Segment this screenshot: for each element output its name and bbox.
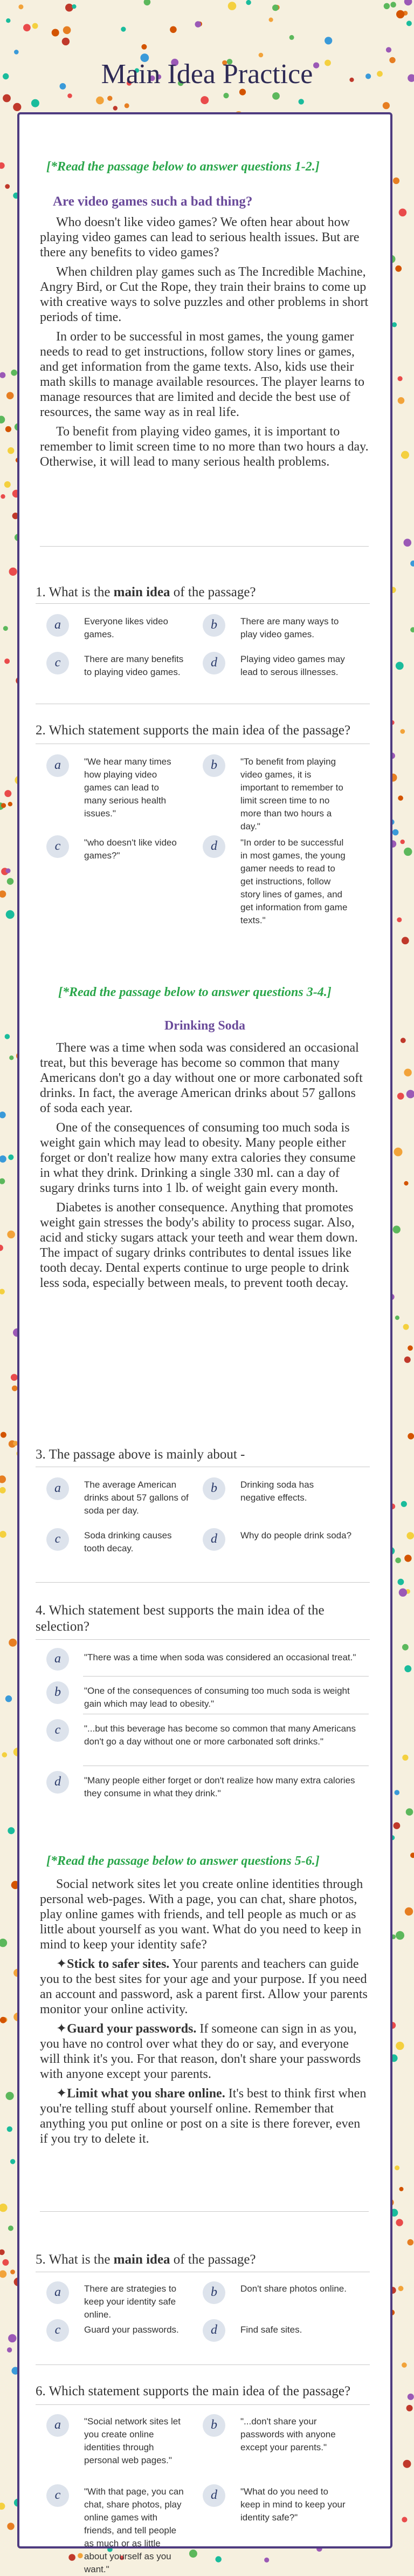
confetti-dot bbox=[408, 2239, 414, 2246]
confetti-dot bbox=[8, 2334, 16, 2342]
confetti-dot bbox=[404, 1069, 411, 1076]
confetti-dot bbox=[399, 209, 407, 217]
confetti-dot bbox=[406, 2405, 413, 2411]
option-letter: b bbox=[203, 1477, 225, 1500]
confetti-dot bbox=[0, 1475, 6, 1483]
option-text: Soda drinking causes tooth decay. bbox=[84, 1530, 172, 1553]
option-letter: d bbox=[203, 2319, 225, 2342]
confetti-dot bbox=[113, 106, 118, 110]
confetti-dot bbox=[289, 35, 294, 40]
confetti-dot bbox=[63, 26, 71, 35]
confetti-dot bbox=[404, 0, 412, 5]
divider bbox=[36, 1639, 370, 1640]
confetti-dot bbox=[408, 2394, 414, 2400]
confetti-dot bbox=[406, 21, 412, 26]
confetti-dot bbox=[398, 376, 403, 381]
divider bbox=[40, 546, 369, 547]
confetti-dot bbox=[400, 729, 405, 734]
question-text-pre: What is the bbox=[49, 585, 114, 599]
q4-option-d[interactable] bbox=[46, 1771, 370, 1803]
confetti-dot bbox=[398, 397, 405, 404]
confetti-dot bbox=[398, 2286, 404, 2291]
confetti-dot bbox=[5, 426, 11, 432]
option-letter: d bbox=[203, 835, 225, 858]
confetti-dot bbox=[5, 1695, 12, 1702]
confetti-dot bbox=[395, 265, 402, 272]
option-text: "Social network sites let you create online identities through personal web pages." bbox=[84, 2416, 181, 2465]
confetti-dot bbox=[395, 2165, 399, 2170]
option-letter: d bbox=[203, 1528, 225, 1551]
confetti-dot bbox=[9, 1055, 13, 1060]
confetti-dot bbox=[0, 2503, 5, 2510]
confetti-dot bbox=[5, 184, 10, 189]
confetti-dot bbox=[6, 910, 15, 919]
confetti-dot bbox=[96, 97, 104, 105]
confetti-dot bbox=[5, 1034, 10, 1039]
confetti-dot bbox=[264, 2558, 269, 2563]
option-letter: c bbox=[46, 835, 69, 858]
confetti-dot bbox=[125, 103, 129, 108]
confetti-dot bbox=[12, 1386, 18, 1392]
confetti-dot bbox=[0, 1531, 6, 1538]
confetti-dot bbox=[8, 447, 14, 454]
confetti-dot bbox=[406, 1090, 414, 1099]
option-text: Don't share photos online. bbox=[240, 2284, 347, 2294]
option-text: Guard your passwords. bbox=[84, 2325, 179, 2335]
confetti-dot bbox=[3, 626, 8, 631]
confetti-dot bbox=[0, 2204, 8, 2212]
confetti-dot bbox=[404, 1555, 411, 1562]
confetti-dot bbox=[396, 2219, 403, 2226]
confetti-dot bbox=[396, 1931, 404, 1940]
confetti-dot bbox=[65, 4, 73, 12]
confetti-dot bbox=[396, 662, 404, 670]
confetti-dot bbox=[121, 27, 126, 32]
confetti-dot bbox=[7, 1231, 15, 1239]
confetti-dot bbox=[0, 1245, 3, 1251]
confetti-dot bbox=[32, 23, 38, 29]
confetti-dot bbox=[14, 50, 19, 54]
question-5 bbox=[36, 2252, 256, 2267]
confetti-dot bbox=[392, 829, 399, 836]
question-text-bold: main idea bbox=[113, 585, 170, 599]
q2-option-a[interactable] bbox=[46, 754, 197, 819]
q6-option-b[interactable] bbox=[203, 2414, 364, 2463]
option-text: "...but this beverage has become so common that many Americans don't go a day without one or more carbonated soft drinks." bbox=[84, 1723, 356, 1747]
question-6 bbox=[36, 2384, 350, 2399]
confetti-dot bbox=[0, 372, 5, 378]
q3-option-a[interactable] bbox=[46, 1477, 197, 1521]
q2-option-c[interactable] bbox=[46, 835, 197, 868]
confetti-dot bbox=[8, 1155, 13, 1160]
question-text-bold: main idea bbox=[113, 2252, 170, 2267]
confetti-dot bbox=[402, 1755, 408, 1761]
confetti-dot bbox=[201, 96, 209, 104]
confetti-dot bbox=[393, 1225, 401, 1233]
tip-paragraph: ✦Limit what you share online. It's best to think first when you're telling stuff about yourself online. Remember that anything you put online or post on a site is there forever, even if you try to delete it. bbox=[40, 2087, 367, 2146]
confetti-dot bbox=[216, 2556, 222, 2562]
option-text: "Many people either forget or don't realize how many extra calories they consume in what they drink." bbox=[84, 1775, 355, 1798]
confetti-dot bbox=[52, 29, 59, 37]
passage-paragraph: To benefit from playing video games, it is important to remember to limit screen time to no more than two hours a day. Otherwise, it will lead to many serious health problems. bbox=[40, 425, 369, 469]
option-letter: a bbox=[46, 754, 69, 777]
divider bbox=[36, 603, 370, 604]
question-3 bbox=[36, 1447, 245, 1462]
tip-heading: Stick to safer sites. bbox=[67, 1957, 170, 1971]
question-number: 2. bbox=[36, 723, 46, 738]
q6-option-a[interactable] bbox=[46, 2414, 197, 2473]
confetti-dot bbox=[402, 2362, 407, 2368]
option-letter: c bbox=[46, 2319, 69, 2342]
option-text: "To benefit from playing video games, it is important to remember to limit screen time to no more than two hours a day." bbox=[240, 757, 343, 832]
confetti-dot bbox=[397, 917, 402, 922]
confetti-dot bbox=[0, 1289, 5, 1294]
confetti-dot bbox=[67, 93, 72, 98]
confetti-dot bbox=[31, 99, 39, 107]
confetti-dot bbox=[11, 1374, 18, 1381]
confetti-dot bbox=[7, 878, 14, 885]
option-text: There are strategies to keep your identity safe online. bbox=[84, 2284, 177, 2320]
section3-instruction: [*Read the passage below to answer questions 5-6.] bbox=[46, 1854, 320, 1868]
option-text: The average American drinks about 57 gallons of soda per day. bbox=[84, 1480, 189, 1516]
confetti-dot bbox=[404, 848, 412, 856]
confetti-dot bbox=[269, 18, 273, 22]
option-letter: a bbox=[46, 614, 69, 637]
confetti-dot bbox=[0, 890, 6, 897]
confetti-dot bbox=[404, 1665, 411, 1672]
confetti-dot bbox=[228, 2, 237, 10]
confetti-dot bbox=[404, 539, 412, 547]
question-number: 4. bbox=[36, 1603, 46, 1618]
confetti-dot bbox=[408, 1345, 413, 1351]
section1-passage bbox=[40, 215, 369, 474]
confetti-dot bbox=[4, 481, 11, 488]
confetti-dot bbox=[18, 4, 23, 9]
q3-option-c[interactable] bbox=[46, 1528, 197, 1560]
confetti-dot bbox=[246, 0, 251, 5]
divider bbox=[83, 1676, 369, 1677]
question-number: 5. bbox=[36, 2252, 46, 2267]
confetti-dot bbox=[406, 1808, 413, 1816]
passage-paragraph: Who doesn't like video games? We often hear about how playing video games can lead to serious health issues. But are there any benefits to video games? bbox=[40, 215, 360, 260]
confetti-dot bbox=[401, 1501, 407, 1507]
tip-paragraph: ✦Guard your passwords. If someone can sign in as you, you have no control over what they do or say, and everyone will think it's you. For that reason, don't share your passwords with anyone except your parents. bbox=[40, 2022, 361, 2081]
divider bbox=[36, 1582, 370, 1583]
confetti-dot bbox=[8, 802, 12, 806]
option-letter: d bbox=[203, 652, 225, 674]
option-letter: a bbox=[46, 2281, 69, 2304]
confetti-dot bbox=[0, 162, 5, 169]
confetti-dot bbox=[399, 2187, 404, 2191]
confetti-dot bbox=[299, 99, 304, 104]
divider bbox=[40, 2211, 369, 2212]
confetti-dot bbox=[395, 1316, 399, 1320]
confetti-dot bbox=[396, 10, 404, 18]
passage-paragraph: Diabetes is another consequence. Anything that promotes weight gain stresses the body's ability to process sugar. Also, acid and sticky sugars attack your teeth and wear them down. The impact of sugary drinks contributes to dental issues like tooth decay. Dental experts continue to urge people to drink less soda, especially between meals, to prevent tooth decay. bbox=[40, 1201, 358, 1290]
question-text-pre: What is the bbox=[49, 2252, 114, 2267]
question-text-post: of the passage? bbox=[170, 2252, 256, 2267]
option-text: Why do people drink soda? bbox=[240, 1530, 352, 1541]
confetti-dot bbox=[223, 93, 229, 98]
confetti-dot bbox=[170, 26, 177, 33]
confetti-dot bbox=[68, 2554, 75, 2561]
option-letter: c bbox=[46, 2484, 69, 2507]
question-4 bbox=[36, 1603, 370, 1635]
tip-heading: Guard your passwords. bbox=[67, 2022, 197, 2036]
confetti-dot bbox=[8, 1827, 15, 1834]
confetti-dot bbox=[9, 568, 17, 576]
confetti-dot bbox=[401, 451, 409, 459]
q6-option-d[interactable] bbox=[203, 2484, 364, 2533]
confetti-dot bbox=[13, 103, 21, 111]
confetti-dot bbox=[0, 2017, 6, 2023]
confetti-dot bbox=[6, 392, 14, 399]
confetti-dot bbox=[398, 795, 403, 801]
confetti-dot bbox=[3, 94, 11, 103]
q4-option-c[interactable] bbox=[46, 1719, 370, 1757]
option-letter: d bbox=[203, 2484, 225, 2507]
confetti-dot bbox=[410, 627, 414, 632]
option-letter: c bbox=[46, 652, 69, 674]
confetti-dot bbox=[402, 937, 409, 944]
divider bbox=[36, 2404, 370, 2405]
confetti-dot bbox=[0, 1112, 6, 1118]
q6-option-c[interactable] bbox=[46, 2484, 197, 2574]
confetti-dot bbox=[384, 3, 390, 9]
question-text-post: of the passage? bbox=[170, 585, 256, 599]
confetti-dot bbox=[1, 803, 6, 808]
confetti-dot bbox=[0, 1155, 6, 1162]
option-letter: a bbox=[46, 1477, 69, 1500]
confetti-dot bbox=[259, 53, 264, 58]
confetti-dot bbox=[0, 1487, 6, 1494]
confetti-dot bbox=[144, 0, 151, 5]
option-letter: b bbox=[203, 614, 225, 637]
confetti-dot bbox=[10, 2270, 15, 2274]
q1-option-a[interactable] bbox=[46, 614, 197, 641]
confetti-dot bbox=[398, 1579, 404, 1585]
q1-option-b[interactable] bbox=[203, 614, 364, 641]
confetti-dot bbox=[395, 1790, 400, 1795]
confetti-dot bbox=[406, 1532, 414, 1539]
q5-option-c[interactable] bbox=[46, 2319, 197, 2346]
tip-paragraph: ✦Stick to safer sites. Your parents and teachers can guide you to the best sites for your age and your purpose. If you need an account and password, ask a parent first. Allow your parents monitor your online activity. bbox=[40, 1957, 368, 2016]
confetti-dot bbox=[1, 1432, 6, 1438]
passage-paragraph: Social network sites let you create online identities through personal web-pages. With a page, you can chat, share photos, play online games with friends, and tell people as much or as little about yourself as you want. What do you need to keep in mind to keep your identity safe? bbox=[40, 1877, 363, 1952]
confetti-dot bbox=[2, 2259, 9, 2266]
confetti-dot bbox=[396, 2042, 404, 2050]
tip-text: It's best to think first when you're telling stuff about yourself online. Remember that anything you put online or post on a site is there forever, even if you try to delete it. bbox=[40, 2087, 367, 2146]
confetti-dot bbox=[8, 2226, 13, 2231]
section1-heading: Are video games such a bad thing? bbox=[53, 194, 253, 209]
passage-paragraph: One of the consequences of consuming too much soda is weight gain which may lead to obesity. Many people either forget or don't realize how many extra calories they consume in what they drink. Drinking a single 330 ml. can a day of sugary drinks turns into 1 lb. of weight gain every month. bbox=[40, 1121, 356, 1195]
option-text: "With that page, you can chat, share photos, play online games with friends, and tell people as much or as little about yourself as you want." bbox=[84, 2486, 184, 2574]
question-1 bbox=[36, 585, 256, 600]
confetti-dot bbox=[410, 1852, 414, 1858]
confetti-dot bbox=[6, 18, 10, 23]
option-letter: b bbox=[203, 754, 225, 777]
confetti-dot bbox=[394, 1148, 403, 1156]
option-text: "We hear many times how playing video games can lead to many serious health issues." bbox=[84, 757, 171, 819]
confetti-dot bbox=[405, 1907, 413, 1916]
confetti-dot bbox=[7, 2347, 12, 2352]
option-text: "who doesn't like video games?" bbox=[84, 837, 177, 861]
option-text: There are many benefits to playing video games. bbox=[84, 654, 184, 677]
tip-heading: Limit what you share online. bbox=[67, 2087, 225, 2101]
confetti-dot bbox=[403, 1324, 409, 1330]
page-title: Main Idea Practice bbox=[101, 59, 313, 90]
option-text: Everyone likes video games. bbox=[84, 616, 168, 639]
question-text: Which statement supports the main idea of the passage? bbox=[49, 723, 351, 738]
q1-option-c[interactable] bbox=[46, 652, 197, 679]
tip-text: If someone can sign in as you, you have no control over what they do or say, and everyone will think it's you. For that reason, don't share your passwords with anyone except your parents. bbox=[40, 2022, 361, 2081]
q3-option-b[interactable] bbox=[203, 1477, 364, 1510]
section3-passage bbox=[40, 1877, 369, 2151]
confetti-dot bbox=[6, 2092, 14, 2100]
confetti-dot bbox=[401, 840, 405, 844]
divider bbox=[36, 2364, 370, 2365]
confetti-dot bbox=[195, 21, 202, 28]
confetti-dot bbox=[5, 868, 10, 873]
option-text: "One of the consequences of consuming too much soda is weight gain which may lead to obesity." bbox=[84, 1686, 350, 1709]
confetti-dot bbox=[410, 561, 414, 567]
passage-paragraph: When children play games such as The Incredible Machine, Angry Bird, or Cut the Rope, they train their brains to come up with creative ways to solve puzzles and other problems in short periods of time. bbox=[40, 265, 369, 324]
confetti-dot bbox=[383, 102, 390, 109]
confetti-dot bbox=[7, 2523, 14, 2530]
q5-option-d[interactable] bbox=[203, 2319, 364, 2346]
confetti-dot bbox=[72, 4, 76, 9]
section2-instruction: [*Read the passage below to answer questions 3-4.] bbox=[58, 985, 332, 999]
confetti-dot bbox=[0, 416, 5, 424]
confetti-dot bbox=[62, 38, 70, 45]
confetti-dot bbox=[402, 1644, 409, 1651]
option-text: "...don't share your passwords with anyone except your parents." bbox=[240, 2416, 336, 2452]
section2-heading: Drinking Soda bbox=[164, 1019, 246, 1033]
option-letter: a bbox=[46, 1648, 69, 1671]
confetti-dot bbox=[325, 37, 332, 44]
confetti-dot bbox=[141, 44, 147, 50]
option-letter: c bbox=[46, 1719, 69, 1742]
question-2 bbox=[36, 723, 350, 738]
confetti-dot bbox=[386, 47, 391, 52]
option-text: There are many ways to play video games. bbox=[240, 616, 339, 639]
confetti-dot bbox=[0, 2270, 6, 2278]
q2-option-b[interactable] bbox=[203, 754, 364, 832]
confetti-dot bbox=[0, 1939, 7, 1947]
confetti-dot bbox=[397, 1093, 404, 1100]
option-letter: b bbox=[203, 2281, 225, 2304]
confetti-dot bbox=[392, 322, 397, 327]
passage-paragraph: In order to be successful in most games, the young gamer needs to read to get instructions, follow story lines or games, and get information from the game texts. Also, kids use their math skills to manage available resources. The player learns to manage resources that are limited and decide the best use of resources, the same way as in real life. bbox=[40, 330, 365, 419]
option-letter: c bbox=[46, 1528, 69, 1551]
question-text: Which statement supports the main idea of the passage? bbox=[49, 2384, 351, 2398]
confetti-dot bbox=[0, 2250, 5, 2255]
option-text: Find safe sites. bbox=[240, 2325, 302, 2335]
option-text: "What do you need to keep in mind to keep your identity safe?" bbox=[240, 2486, 346, 2523]
tip-text: Your parents and teachers can guide you to the best sites for your age and your purpose. If you need an account and password, ask a parent first. Allow your parents monitor your online activity. bbox=[40, 1957, 368, 2016]
confetti-dot bbox=[9, 1639, 17, 1647]
q4-option-a[interactable] bbox=[46, 1648, 370, 1672]
option-text: Playing video games may lead to serous illnesses. bbox=[240, 654, 345, 677]
confetti-dot bbox=[4, 658, 10, 664]
option-letter: b bbox=[203, 2414, 225, 2437]
confetti-dot bbox=[401, 1038, 406, 1043]
question-text: The passage above is mainly about - bbox=[49, 1447, 245, 1462]
confetti-dot bbox=[1, 494, 5, 499]
confetti-dot bbox=[0, 1178, 5, 1184]
confetti-dot bbox=[390, 2, 396, 8]
q5-option-a[interactable] bbox=[46, 2281, 197, 2320]
option-text: Drinking soda has negative effects. bbox=[240, 1480, 314, 1503]
option-text: "In order to be successful in most games, the young gamer needs to read to get instructions, follow story lines of games, and get information from game texts." bbox=[240, 837, 348, 925]
question-text: Which statement best supports the main idea of the selection? bbox=[36, 1603, 325, 1634]
confetti-dot bbox=[403, 2460, 411, 2468]
confetti-dot bbox=[7, 2127, 12, 2132]
option-letter: a bbox=[46, 2414, 69, 2437]
question-number: 3. bbox=[36, 1447, 46, 1462]
option-text: "There was a time when soda was considered an occasional treat." bbox=[84, 1652, 356, 1662]
confetti-dot bbox=[408, 1433, 414, 1440]
section2-passage bbox=[40, 1040, 369, 1295]
confetti-dot bbox=[272, 5, 279, 11]
section1-instruction: [*Read the passage below to answer questions 1-2.] bbox=[46, 160, 320, 174]
confetti-dot bbox=[10, 2159, 15, 2164]
confetti-dot bbox=[4, 790, 11, 797]
confetti-dot bbox=[404, 1357, 411, 1363]
confetti-dot bbox=[272, 92, 280, 100]
question-number: 6. bbox=[36, 2384, 46, 2398]
worksheet-card bbox=[17, 112, 392, 2574]
confetti-dot bbox=[404, 1181, 408, 1185]
q3-option-d[interactable] bbox=[203, 1528, 364, 1555]
passage-paragraph: There was a time when soda was considered an occasional treat, but this beverage has become so common that many Americans don't go a day without one or more carbonated soft drinks. In fact, the average American drinks about 57 gallons of soda each year. bbox=[40, 1041, 363, 1115]
confetti-dot bbox=[107, 96, 112, 101]
confetti-dot bbox=[394, 1822, 401, 1829]
confetti-dot bbox=[23, 24, 31, 31]
confetti-dot bbox=[2, 1752, 8, 1757]
confetti-dot bbox=[399, 1589, 407, 1597]
confetti-dot bbox=[11, 370, 17, 376]
option-letter: b bbox=[46, 1681, 69, 1704]
option-letter: d bbox=[46, 1771, 69, 1794]
q2-option-d[interactable] bbox=[203, 835, 364, 932]
q1-option-d[interactable] bbox=[203, 652, 364, 679]
question-number: 1. bbox=[36, 585, 46, 599]
confetti-dot bbox=[393, 178, 399, 184]
q5-option-b[interactable] bbox=[203, 2281, 364, 2308]
confetti-dot bbox=[395, 1558, 401, 1564]
q4-option-b[interactable] bbox=[46, 1681, 370, 1708]
confetti-dot bbox=[402, 2517, 407, 2522]
